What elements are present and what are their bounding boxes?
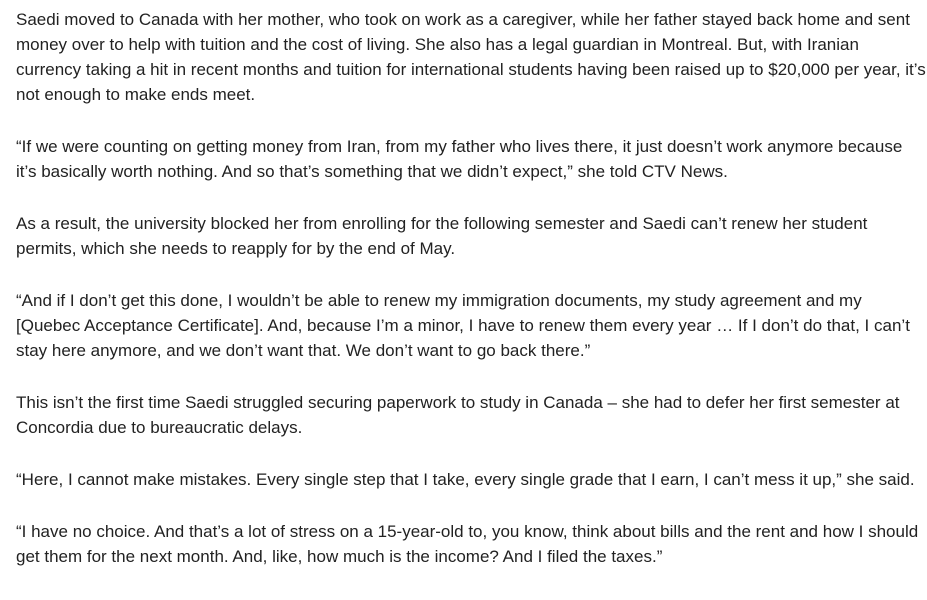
article-paragraph-7: “I have no choice. And that’s a lot of stress on a 15-year-old to, you know, think about bills and the rent and how I should get them for the next month. And, like, how much is the income? And I filed the taxes.” [16, 522, 919, 566]
article-paragraph-5: This isn’t the first time Saedi struggled securing paperwork to study in Canada – she had to defer her first semester at Concordia due to bureaucratic delays. [16, 393, 900, 437]
article-paragraph-1: Saedi moved to Canada with her mother, who took on work as a caregiver, while her father stayed back home and sent money over to help with tuition and the cost of living. She also has a legal guardian in Montreal. But, with Iranian currency taking a hit in recent months and tuition for international students having been raised up to $20,000 per year, it’s not enough to make ends meet. [16, 10, 926, 104]
article-paragraph-6: “Here, I cannot make mistakes. Every single step that I take, every single grade that I earn, I can’t mess it up,” she said. [16, 470, 915, 489]
article-paragraph-3: As a result, the university blocked her from enrolling for the following semester and Saedi can’t renew her student permits, which she needs to reapply for by the end of May. [16, 214, 868, 258]
article-paragraph-4: “And if I don’t get this done, I wouldn’t be able to renew my immigration documents, my study agreement and my [Quebec Acceptance Certificate]. And, because I’m a minor, I have to renew them every year … If I don’t do that, I can’t stay here anymore, and we don’t want that. We don’t want to go back there.” [16, 291, 910, 360]
article-paragraph-2: “If we were counting on getting money from Iran, from my father who lives there, it just doesn’t work anymore because it’s basically worth nothing. And so that’s something that we didn’t expect,” she told CTV News. [16, 137, 903, 181]
